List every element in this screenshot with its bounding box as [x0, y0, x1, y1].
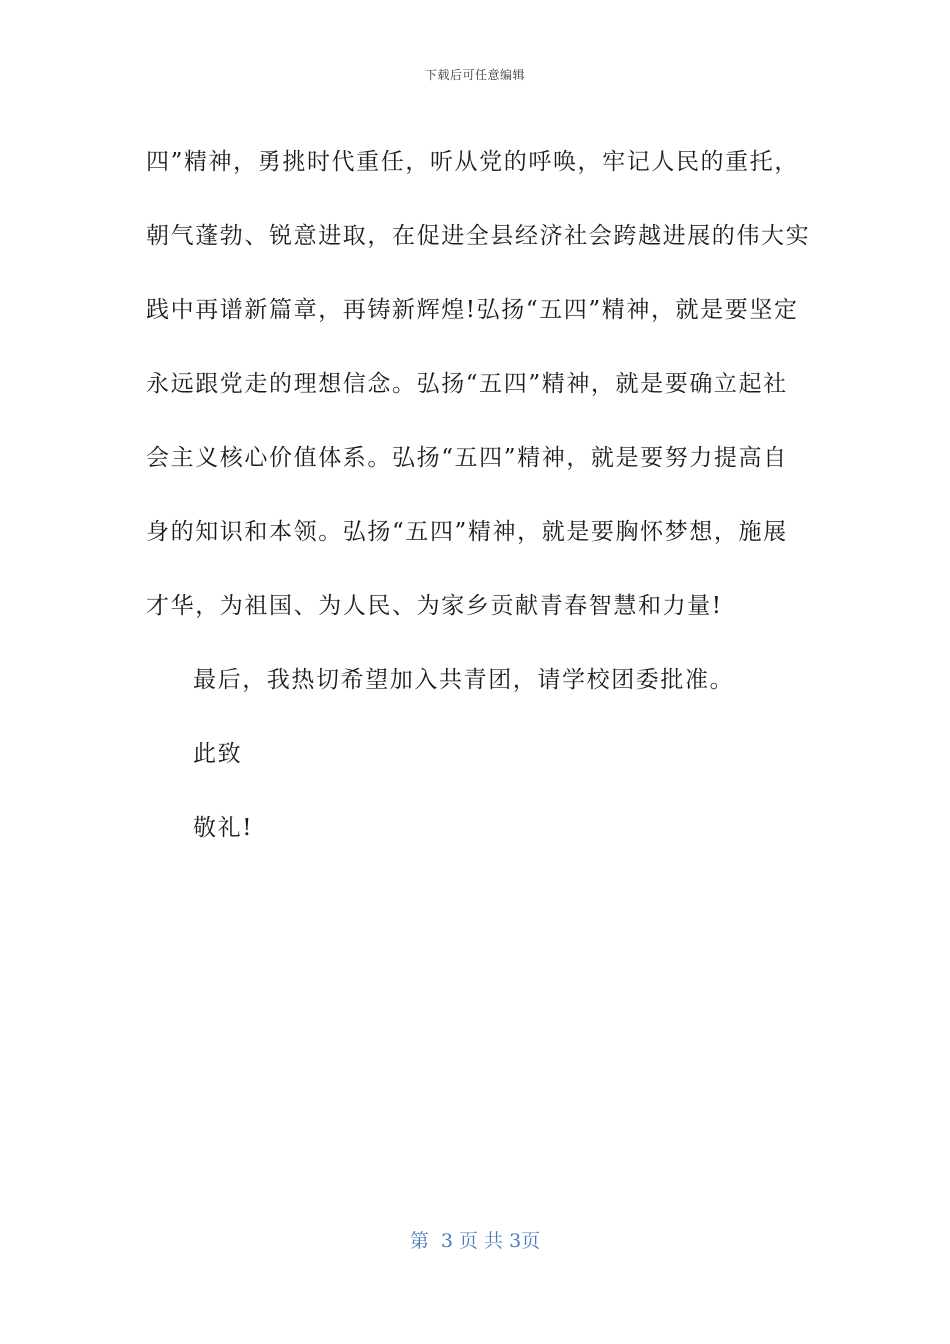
paragraph-line: 践中再谱新篇章，再铸新辉煌!弘扬“五四”精神，就是要坚定: [146, 297, 799, 323]
paragraph-line: 永远跟党走的理想信念。弘扬“五四”精神，就是要确立起社: [146, 371, 788, 397]
regards: 敬礼!: [193, 815, 254, 841]
salutation: 此致: [193, 741, 243, 767]
page-number: 第 3 页 共 3页: [409, 1230, 541, 1252]
letter-body: [146, 125, 811, 865]
paragraph-line: 四”精神，勇挑时代重任，听从党的呼唤，牢记人民的重托，: [146, 149, 799, 175]
closing-request: 最后，我热切希望加入共青团，请学校团委批准。: [193, 667, 735, 693]
paragraph-line: 朝气蓬勃、锐意进取，在促进全县经济社会跨越进展的伟大实: [146, 223, 811, 249]
header-note: 下载后可任意编辑: [424, 68, 525, 82]
paragraph-line: 会主义核心价值体系。弘扬“五四”精神，就是要努力提高自: [146, 445, 788, 471]
paragraph-line: 才华，为祖国、为人民、为家乡贡献青春智慧和力量!: [146, 593, 723, 619]
paragraph-line: 身的知识和本领。弘扬“五四”精神，就是要胸怀梦想，施展: [146, 519, 788, 545]
